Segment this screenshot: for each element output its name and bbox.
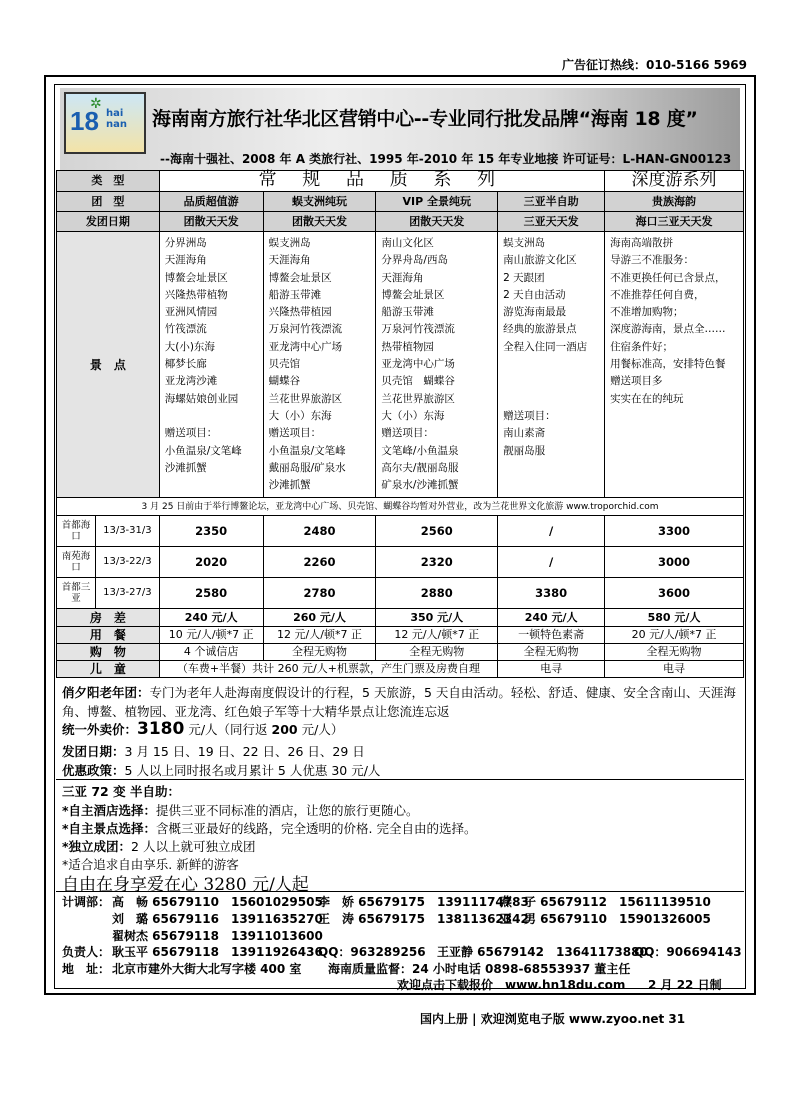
attraction-item: 游览海南最最: [503, 306, 567, 319]
attraction-item: 靓丽岛服: [503, 444, 546, 457]
sanya72-line: *独立成团：2 人以上就可独立成团: [62, 839, 256, 854]
attraction-item: 矿泉水/沙滩抓蟹: [381, 479, 459, 492]
room-label: 房 差: [57, 609, 160, 627]
attraction-item: 实实在在的纯玩: [610, 392, 684, 405]
attraction-item: 热带植物园: [381, 340, 434, 353]
attraction-item: 椰梦长廊: [164, 358, 207, 371]
attraction-item: 南山文化区: [381, 237, 434, 249]
attraction-item: 用餐标准高，安排特色餐: [610, 358, 726, 371]
attraction-item: 全程入住同一酒店: [503, 340, 588, 353]
price-row: [57, 516, 744, 547]
dispatch-contact: 高 畅 65679110 15601029505: [112, 895, 323, 909]
attraction-item: 分界舟岛/西岛: [381, 254, 448, 267]
date-label: 发团日期: [57, 212, 160, 232]
attraction-item: 不准增加购物；: [610, 306, 684, 319]
shop-cell: 全程无购物: [263, 644, 376, 661]
attraction-item: [503, 356, 599, 373]
attraction-item: 沙滩抓蟹: [164, 461, 207, 474]
sanya72-title: 三亚 72 变 半自助：: [62, 784, 180, 799]
dispatch-contact: 亚 男 65679110 15901326005: [500, 912, 711, 926]
attraction-item: 天涯海角: [268, 254, 311, 267]
price-cell: 2880: [376, 578, 498, 609]
attraction-item: 赠送项目：: [381, 427, 434, 440]
agency-title: 海南南方旅行社华北区营销中心--专业同行批发品牌“海南 18 度”: [152, 108, 698, 130]
dispatch-contact: 王 涛 65679175 13811362342: [318, 912, 529, 926]
sunset-dates: 发团日期：3 月 15 日、19 日、22 日、26 日、29 日: [62, 744, 365, 759]
notice-row: 3 月 25 日前由于举行博鳌论坛，亚龙湾中心广场、贝壳馆、蝴蝶谷均暂对外营业，改为兰花世界文化旅游 www.troporchid.com: [57, 498, 744, 516]
child-main: （车费+半餐）共计 260 元/人+机票款，产生门票及房费自理: [159, 661, 497, 678]
agency-subtitle: --海南十强社、2008 年 A 类旅行社、1995 年-2010 年 15 年专业地接 许可证号：L-HAN-GN00123: [160, 152, 732, 166]
price-cell: 3380: [498, 578, 605, 609]
price-period: 13/3-22/3: [103, 556, 152, 568]
qq: QQ：963289256: [318, 945, 426, 959]
group-label: 团 型: [57, 192, 160, 212]
series-deep: 深度游系列: [605, 171, 744, 192]
date-cell: 团散天天发: [376, 212, 498, 232]
palm-tree-icon: ✲: [90, 96, 102, 112]
attraction-item: 兴隆热带植物: [164, 288, 228, 301]
attraction-item: 海螺姑娘创业园: [164, 392, 239, 405]
dispatch-contact: 翟树杰 65679118 13911013600: [112, 929, 323, 943]
price-cell: 3000: [605, 547, 744, 578]
attraction-item: 天涯海角: [164, 254, 207, 267]
room-cell: 240 元/人: [159, 609, 263, 627]
attraction-item: 兰花世界旅游区: [381, 392, 455, 405]
group-cell: 品质超值游: [159, 192, 263, 212]
attraction-item: 南山素斋: [503, 427, 546, 440]
attraction-item: 海南高端散拼: [610, 237, 674, 249]
price-cell: 2480: [263, 516, 376, 547]
sunset-tour: 俏夕阳老年团：专门为老年人赴海南度假设计的行程，5 天旅游，5 天自由活动。轻松、舒适、健康、安全含南山、天涯海 角、博鳌、植物园、亚龙湾、红色娘子军等十大精华景点让您流连忘返: [62, 685, 736, 719]
attraction-item: 亚龙湾中心广场: [381, 358, 455, 371]
sanya72-line: *自主酒店选择：提供三亚不同标准的酒店，让您的旅行更随心。: [62, 803, 419, 818]
price-cell: 2020: [159, 547, 263, 578]
attraction-item: 住宿条件好；: [610, 340, 674, 353]
dispatch-contact: 燕 子 65679112 15611139510: [500, 895, 711, 909]
shop-cell: 全程无购物: [498, 644, 605, 661]
attractions-col: [605, 232, 744, 498]
attraction-item: 沙滩抓蟹: [268, 479, 311, 492]
hainan-18-logo: ✲ 18 hai nan: [64, 92, 146, 154]
meal-cell: 12 元/人/顿*7 正: [263, 627, 376, 644]
qq: QQ：906694143: [634, 945, 742, 959]
meal-cell: 一顿特色素斋: [498, 627, 605, 644]
attraction-item: 蜈支洲岛: [503, 237, 546, 249]
date-cell: 团散天天发: [159, 212, 263, 232]
attraction-item: 亚龙湾中心广场: [268, 340, 343, 353]
attraction-item: 小鱼温泉/文笔峰: [164, 444, 242, 457]
meal-cell: 12 元/人/顿*7 正: [376, 627, 498, 644]
child-call: 电寻: [605, 661, 744, 678]
shop-label: 购 物: [57, 644, 160, 661]
ad-hotline: 广告征订热线：010-5166 5969: [562, 58, 748, 72]
sunset-price: 统一外卖价：3180 元/人（同行返 200 元/人）: [62, 719, 344, 739]
dispatch-label: 计调部：: [62, 895, 111, 909]
attraction-item: 亚洲风情园: [164, 306, 218, 319]
shop-cell: 4 个诚信店: [159, 644, 263, 661]
date-cell: 三亚天天发: [498, 212, 605, 232]
group-cell: VIP 全景纯玩: [376, 192, 498, 212]
attraction-item: 赠送项目：: [503, 409, 556, 422]
sanya72-slogan: 自由在身享爱在心 3280 元/人起: [62, 875, 309, 895]
attractions-col: [376, 232, 498, 498]
manager: 耿玉平 65679118 13911926436: [112, 945, 323, 959]
attraction-item: 船游玉带滩: [381, 306, 434, 319]
attraction-item: [503, 373, 599, 390]
room-cell: 260 元/人: [263, 609, 376, 627]
tour-table: [56, 170, 744, 678]
route-code: 首都三亚: [57, 578, 96, 608]
attractions-col: [159, 232, 263, 498]
price-cell: 2580: [159, 578, 263, 609]
attraction-item: 天涯海角: [381, 271, 424, 284]
price-cell: 2560: [376, 516, 498, 547]
attraction-item: 小鱼温泉/文笔峰: [268, 444, 346, 457]
quality-supervision: 海南质量监督：24 小时电话 0898-68553937 董主任: [328, 962, 631, 976]
room-cell: 580 元/人: [605, 609, 744, 627]
attraction-item: [503, 391, 599, 408]
sunset-policy: 优惠政策：5 人以上同时报名或月累计 5 人优惠 30 元/人: [62, 763, 381, 778]
divider: [56, 891, 744, 892]
price-cell: 2260: [263, 547, 376, 578]
price-cell: 2780: [263, 578, 376, 609]
manager: 王亚静 65679142 13641173880: [437, 945, 648, 959]
date-cell: 团散天天发: [263, 212, 376, 232]
route-code: 首都海口: [57, 516, 96, 546]
meal-cell: 10 元/人/顿*7 正: [159, 627, 263, 644]
attraction-item: 大（小）东海: [381, 409, 445, 422]
price-cell: 3300: [605, 516, 744, 547]
date-cell: 海口三亚天天发: [605, 212, 744, 232]
group-cell: 三亚半自助: [498, 192, 605, 212]
attraction-item: 万泉河竹筏漂流: [268, 323, 343, 336]
manager-label: 负责人：: [62, 945, 111, 959]
attraction-item: 不准更换任何已含景点，: [610, 271, 726, 284]
attraction-item: 经典的旅游景点: [503, 323, 577, 336]
price-cell: 2320: [376, 547, 498, 578]
attraction-item: 船游玉带滩: [268, 288, 322, 301]
attraction-item: 分界洲岛: [164, 237, 207, 249]
group-cell: 贵族海韵: [605, 192, 744, 212]
price-cell: 2350: [159, 516, 263, 547]
sanya72-line: *适合追求自由享乐. 新鲜的游客: [62, 857, 239, 872]
price-row: [57, 547, 744, 578]
price-period: 13/3-31/3: [103, 525, 152, 537]
download-link[interactable]: 欢迎点击下载报价 www.hn18du.com: [397, 978, 626, 992]
room-cell: 350 元/人: [376, 609, 498, 627]
dispatch-contact: 刘 璐 65679116 13911635270: [112, 912, 323, 926]
price-cell: /: [498, 516, 605, 547]
made-date: 2 月 22 日制: [648, 978, 722, 992]
attraction-item: 戴丽岛服/矿泉水: [268, 461, 346, 474]
price-cell: /: [498, 547, 605, 578]
sanya72-line: *自主景点选择：含概三亚最好的线路，完全透明的价格. 完全自由的选择。: [62, 821, 477, 836]
series-regular: 常 规 品 质 系 列: [159, 171, 604, 192]
attraction-item: 赠送项目：: [268, 427, 322, 440]
price-row: [57, 578, 744, 609]
child-call: 电寻: [498, 661, 605, 678]
group-cell: 蜈支洲纯玩: [263, 192, 376, 212]
shop-cell: 全程无购物: [376, 644, 498, 661]
attraction-item: 2 天自由活动: [503, 288, 566, 301]
attraction-item: 赠送项目：: [164, 427, 218, 440]
attraction-item: 南山旅游文化区: [503, 254, 577, 267]
price-period: 13/3-27/3: [103, 587, 152, 599]
attraction-item: [165, 408, 258, 425]
attraction-item: 不准推荐任何自费，: [610, 288, 705, 301]
address: 北京市建外大街大北写字楼 400 室: [112, 962, 302, 976]
attraction-item: 贝壳馆 蝴蝶谷: [381, 375, 455, 388]
attraction-item: 博鳌会址景区: [268, 271, 332, 284]
page-footer: 国内上册 | 欢迎浏览电子版 www.zyoo.net 31: [420, 1012, 686, 1026]
attraction-item: 高尔夫/靓丽岛服: [381, 461, 459, 474]
attractions-col: [263, 232, 376, 498]
attraction-item: 大（小）东海: [268, 409, 332, 422]
type-label: 类 型: [57, 171, 160, 192]
attractions-col: [498, 232, 605, 498]
shop-cell: 全程无购物: [605, 644, 744, 661]
attraction-item: 2 天跟团: [503, 271, 545, 284]
attraction-item: 文笔峰/小鱼温泉: [381, 444, 459, 457]
attraction-item: 贝壳馆: [268, 358, 301, 371]
route-code: 南苑海口: [57, 547, 96, 577]
attraction-item: 蝴蝶谷: [268, 375, 301, 388]
attraction-item: 博鳌会址景区: [381, 288, 445, 301]
meal-label: 用 餐: [57, 627, 160, 644]
child-label: 儿 童: [57, 661, 160, 678]
room-cell: 240 元/人: [498, 609, 605, 627]
attraction-item: 兰花世界旅游区: [268, 392, 343, 405]
attraction-item: 博鳌会址景区: [164, 271, 228, 284]
divider: [56, 779, 744, 780]
dispatch-contact: 李 娇 65679175 13911174783: [318, 895, 529, 909]
address-label: 地 址：: [62, 962, 111, 976]
meal-cell: 20 元/人/顿*7 正: [605, 627, 744, 644]
attractions-label: 景 点: [57, 232, 160, 498]
attraction-item: 导游三不准服务：: [610, 254, 695, 267]
attraction-item: 亚龙湾沙滩: [164, 375, 218, 388]
attraction-item: 兴隆热带植园: [268, 306, 332, 319]
attraction-item: 万泉河竹筏漂流: [381, 323, 455, 336]
price-cell: 3600: [605, 578, 744, 609]
attraction-item: 大(小)东海: [164, 340, 215, 353]
attraction-item: 竹筏漂流: [164, 323, 207, 336]
attraction-item: 蜈支洲岛: [268, 237, 311, 249]
attraction-item: 赠送项目多: [610, 375, 663, 388]
attraction-item: 深度游海南，景点全……: [610, 323, 726, 336]
